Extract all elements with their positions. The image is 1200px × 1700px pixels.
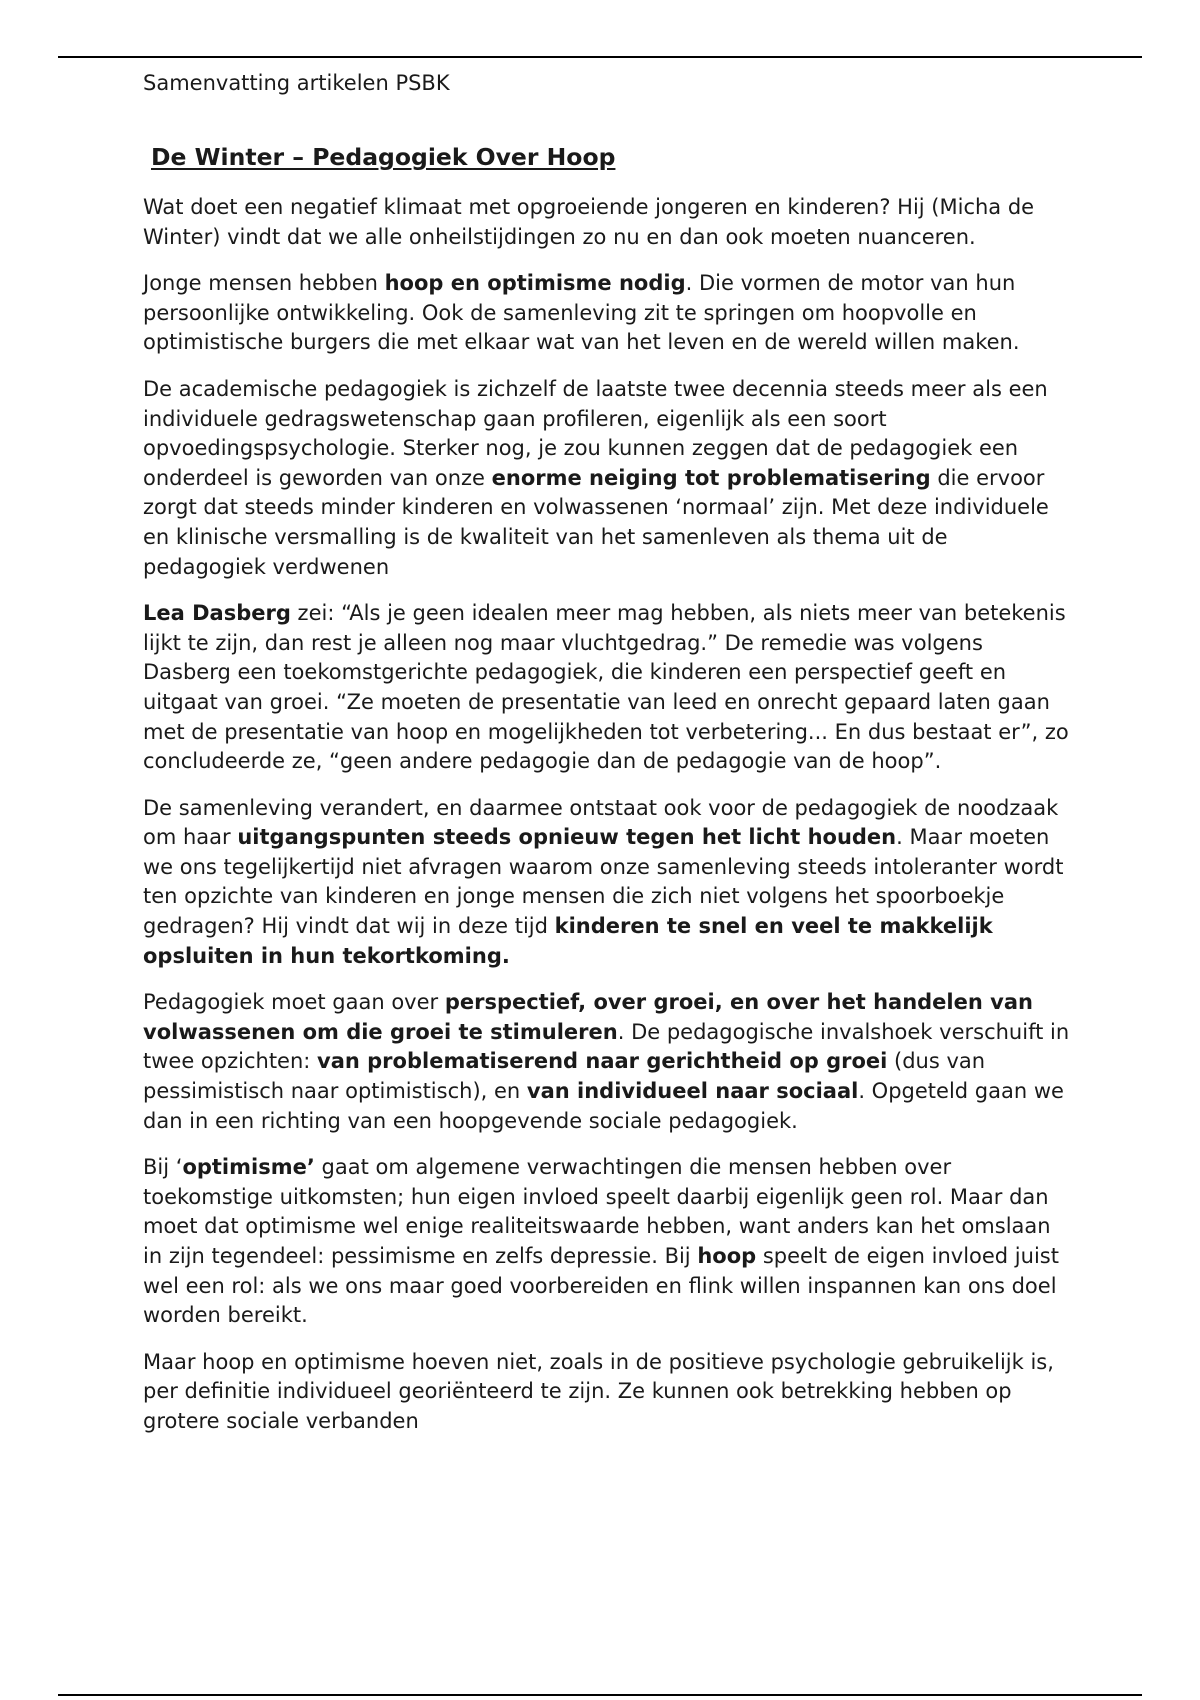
footer-rule [58,1694,1142,1696]
bold-text-segment: Lea Dasberg [143,601,291,626]
paragraph-list [143,193,1073,1437]
bold-text-segment: uitgangspunten steeds opnieuw tegen het licht houden [237,825,897,850]
text-segment: . De pedagogische invalshoek verschuift in twee opzichten: [143,1019,1070,1074]
text-segment: die ervoor zorgt dat steeds minder kinderen en volwassenen ‘normaal’ zijn. Met deze individuele en klinische versmalling is de kwaliteit van het samenleven als thema uit de pedagogiek verdwenen [143,465,1049,579]
text-segment: . Opgeteld gaan we dan in een richting van een hoopgevende sociale pedagogiek. [143,1079,1064,1133]
text-segment: . Maar moeten we ons tegelijkertijd niet afvragen waarom onze samenleving steeds intoleranter wordt ten opzichte van kinderen en jonge mensen die zich niet volgens het spoorboekje gedragen? Hij vindt dat wij in deze tijd [143,825,1064,939]
paragraph [143,988,1073,1136]
text-segment: De samenleving verandert, en daarmee ontstaat ook voor de pedagogiek de noodzaak om haar [143,795,1059,850]
bold-text-segment: van individueel naar sociaal [526,1079,859,1104]
document-title: De Winter – Pedagogiek Over Hoop [151,143,616,171]
bold-text-segment: enorme neiging tot problematisering [491,465,931,490]
document-body [143,140,1073,1454]
paragraph [143,599,1073,777]
paragraph [143,193,1073,252]
text-segment: speelt de eigen invloed juist wel een rol: als we ons maar goed voorbereiden en flink willen inspannen kan ons doel worden bereikt. [143,1244,1059,1328]
paragraph [143,1153,1073,1331]
text-segment: (dus van pessimistisch naar optimistisch), en [143,1049,986,1104]
bold-text-segment: hoop en optimisme nodig [384,271,686,296]
paragraph [143,375,1073,582]
text-segment: Bij ‘ [143,1155,183,1180]
paragraph [143,1348,1073,1437]
text-segment: Jonge mensen hebben [143,271,385,296]
bold-text-segment: kinderen te snel en veel te makkelijk opsluiten in hun tekortkoming. [143,914,993,968]
bold-text-segment: perspectief, over groei, en over het handelen van volwassenen om die groei te stimuleren [143,990,1033,1044]
bold-text-segment: optimisme’ [182,1155,315,1180]
paragraph [143,269,1073,358]
text-segment: Maar hoop en optimisme hoeven niet, zoals in de positieve psychologie gebruikelijk is, per definitie individueel georiënteerd te zijn. Ze kunnen ook betrekking hebben op grotere sociale verbanden [143,1349,1054,1433]
page-header: Samenvatting artikelen PSBK [143,71,450,95]
bold-text-segment: hoop [697,1244,757,1268]
text-segment: Wat doet een negatief klimaat met opgroeiende jongeren en kinderen? Hij (Micha de Winter) vindt dat we alle onheilstijdingen zo nu en dan ook moeten nuanceren. [143,195,1035,249]
text-segment: zei: “Als je geen idealen meer mag hebben, als niets meer van betekenis lijkt te zijn, dan rest je alleen nog maar vluchtgedrag.” De remedie was volgens Dasberg een toekomstgerichte pedagogiek, die kinderen een perspectief geeft en uitgaat van groei. “Ze moeten de presentatie van leed en onrecht gepaard laten gaan met de presentatie van hoop en mogelijkheden tot verbetering... En dus bestaat er”, zo concludeerde ze, “geen andere pedagogie dan de pedagogie van de hoop”. [143,601,1069,774]
text-segment: gaat om algemene verwachtingen die mensen hebben over toekomstige uitkomsten; hun eigen invloed speelt daarbij eigenlijk geen rol. Maar dan moet dat optimisme wel enige realiteitswaarde hebben, want anders kan het omslaan in zijn tegendeel: pessimisme en zelfs depressie. Bij [143,1155,1051,1268]
bold-text-segment: van problematiserend naar gerichtheid op groei [317,1049,888,1074]
text-segment: . Die vormen de motor van hun persoonlijke ontwikkeling. Ook de samenleving zit te springen om hoopvolle en optimistische burgers die met elkaar wat van het leven en de wereld willen maken. [143,271,1020,355]
text-segment: Pedagogiek moet gaan over [143,990,445,1015]
text-segment: De academische pedagogiek is zichzelf de laatste twee decennia steeds meer als een individuele gedragswetenschap gaan profileren, eigenlijk als een soort opvoedingspsychologie. Sterker nog, je zou kunnen zeggen dat de pedagogiek een onderdeel is geworden van onze [143,376,1048,490]
header-rule [58,56,1142,58]
paragraph [143,794,1073,972]
